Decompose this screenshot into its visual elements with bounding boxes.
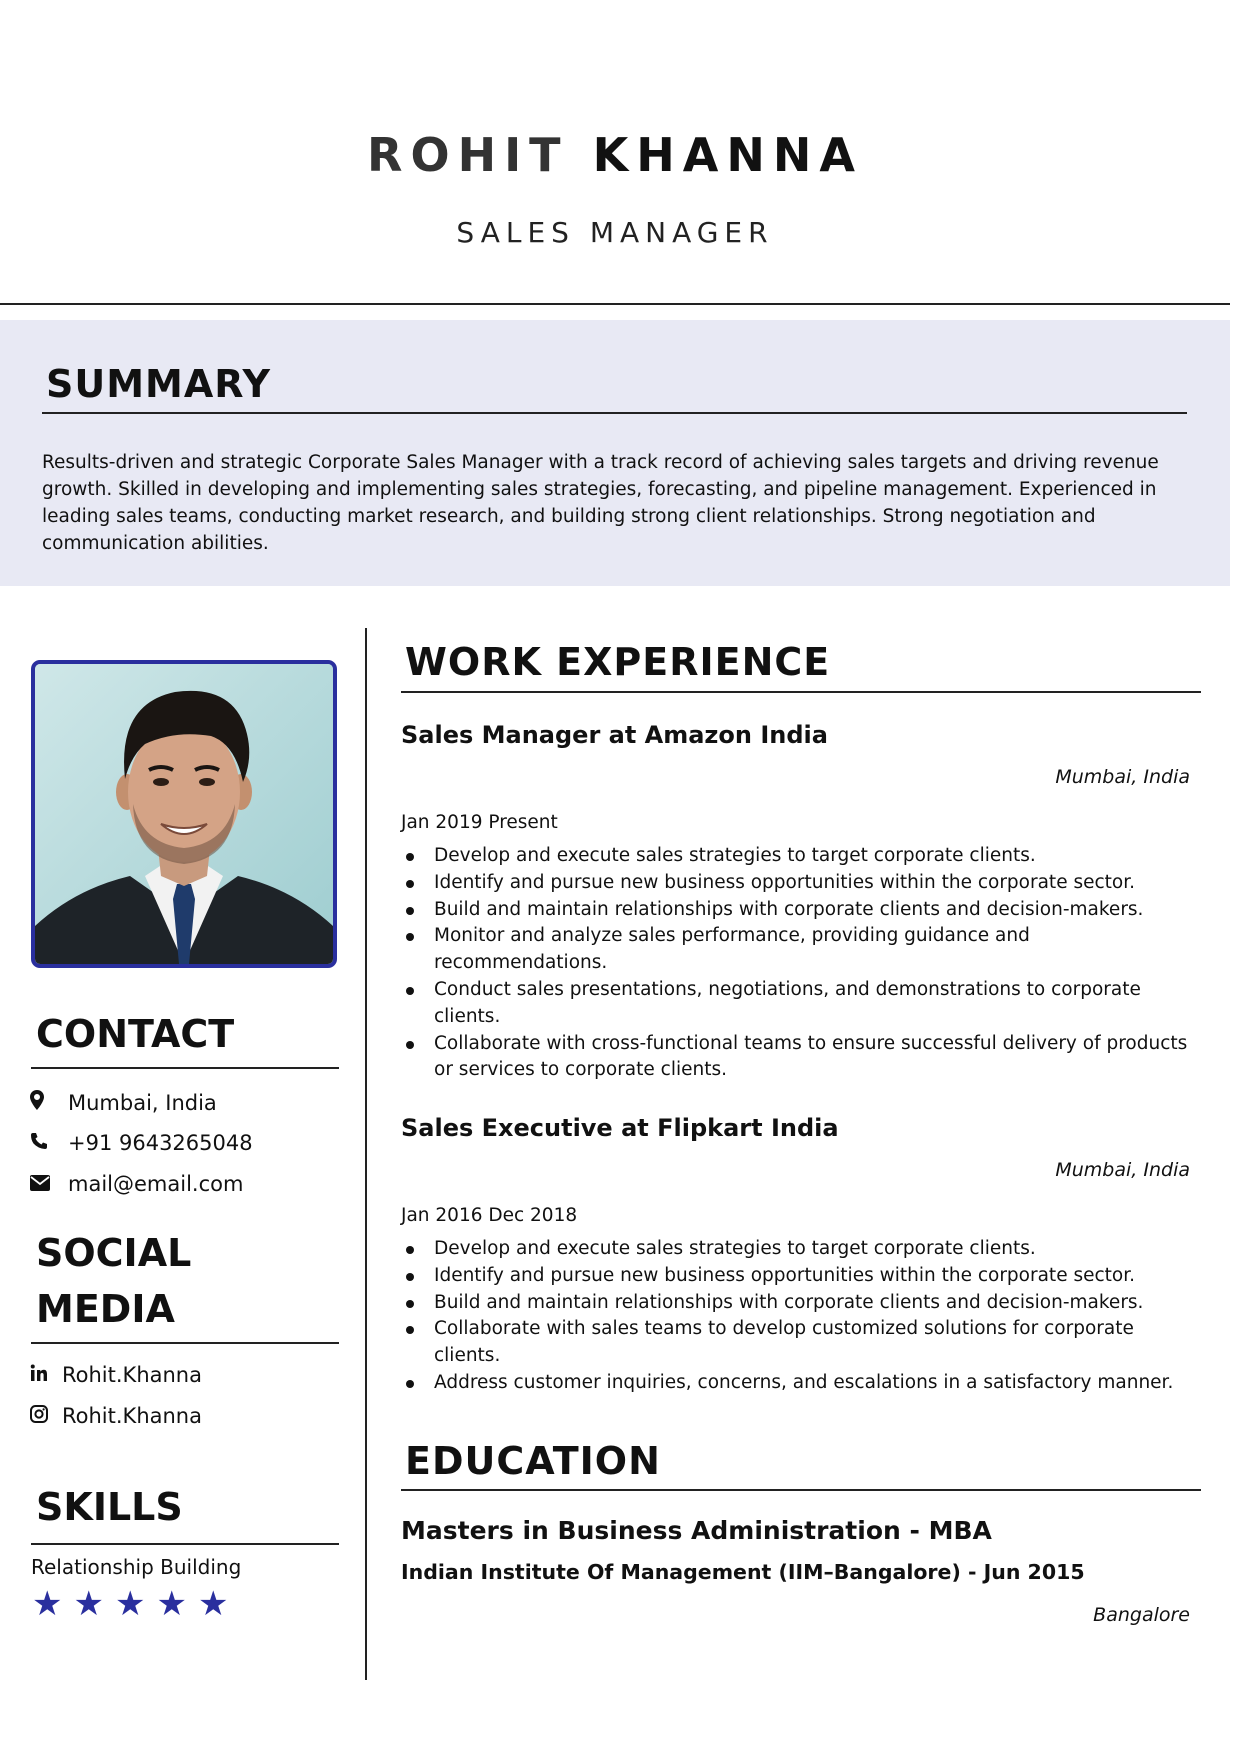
list-item: Address customer inquiries, concerns, and escalations in a satisfactory manner. (401, 1370, 1201, 1397)
job-1-bullets (401, 843, 1201, 1084)
contact-heading: CONTACT (36, 1012, 235, 1056)
star-icon: ★ (197, 1584, 229, 1624)
job-1-dates: Jan 2019 Present (401, 812, 558, 833)
envelope-icon (30, 1172, 56, 1196)
list-item: Conduct sales presentations, negotiations, and demonstrations to corporate clients. (401, 977, 1201, 1031)
column-divider (365, 628, 367, 1680)
list-item: Build and maintain relationships with corporate clients and decision-makers. (401, 1290, 1201, 1317)
header-divider (0, 303, 1230, 305)
linkedin-handle[interactable]: Rohit.Khanna (62, 1363, 202, 1387)
skills-divider (31, 1543, 339, 1545)
education-school: Indian Institute Of Management (IIM–Bangalore) - Jun 2015 (401, 1560, 1085, 1584)
work-divider (401, 691, 1201, 693)
contact-location-text: Mumbai, India (68, 1090, 217, 1115)
job-1-title: Sales Manager at Amazon India (401, 721, 828, 749)
instagram-handle[interactable]: Rohit.Khanna (62, 1404, 202, 1428)
summary-divider (42, 412, 1187, 414)
social-linkedin[interactable] (30, 1363, 202, 1387)
list-item: Develop and execute sales strategies to target corporate clients. (401, 1236, 1201, 1263)
candidate-name (0, 128, 1230, 182)
summary-text: Results-driven and strategic Corporate Sales Manager with a track record of achieving sales targets and driving revenue growth. Skilled in developing and implementing sales strategies, forecasting, and pipeline management. Experienced in leading sales teams, conducting market research, and building strong client relationships. Strong negotiation and communication abilities. (42, 452, 1159, 554)
social-heading-line2: MEDIA (36, 1287, 175, 1331)
work-heading: WORK EXPERIENCE (405, 640, 831, 684)
skill-rating (32, 1584, 228, 1624)
social-instagram[interactable] (30, 1404, 202, 1428)
list-item: Build and maintain relationships with corporate clients and decision-makers. (401, 897, 1201, 924)
contact-location (30, 1090, 217, 1115)
list-item: Monitor and analyze sales performance, providing guidance and recommendations. (401, 923, 1201, 977)
resume-header (0, 0, 1240, 310)
map-pin-icon (30, 1090, 56, 1115)
education-degree: Masters in Business Administration - MBA (401, 1516, 992, 1545)
social-heading (36, 1225, 191, 1337)
list-item: Collaborate with sales teams to develop customized solutions for corporate clients. (401, 1316, 1201, 1370)
list-item: Identify and pursue new business opportunities within the corporate sector. (401, 1263, 1201, 1290)
star-icon: ★ (32, 1584, 63, 1624)
last-name: KHANNA (592, 128, 863, 182)
education-divider (401, 1489, 1201, 1491)
contact-divider (31, 1067, 339, 1069)
first-name: ROHIT (367, 128, 569, 182)
skills-heading: SKILLS (36, 1485, 183, 1529)
profile-photo (31, 660, 337, 968)
education-heading: EDUCATION (405, 1439, 661, 1483)
star-icon: ★ (156, 1584, 187, 1624)
job-2-bullets (401, 1236, 1201, 1397)
instagram-icon (30, 1404, 52, 1428)
contact-phone (30, 1131, 253, 1155)
job-2-title: Sales Executive at Flipkart India (401, 1114, 839, 1142)
social-divider (31, 1342, 339, 1344)
list-item: Collaborate with cross-functional teams to ensure successful delivery of products or services to corporate clients. (401, 1031, 1201, 1085)
star-icon: ★ (73, 1584, 104, 1624)
summary-heading: SUMMARY (46, 362, 271, 406)
list-item: Develop and execute sales strategies to target corporate clients. (401, 843, 1201, 870)
job-title: SALES MANAGER (456, 216, 774, 249)
job-1-location: Mumbai, India (1055, 766, 1190, 788)
education-location: Bangalore (1093, 1604, 1190, 1626)
social-heading-line1: SOCIAL (36, 1231, 192, 1275)
star-icon: ★ (114, 1584, 146, 1624)
profile-photo-portrait (35, 664, 333, 964)
contact-email (30, 1172, 243, 1196)
contact-email-text[interactable]: mail@email.com (68, 1172, 244, 1196)
list-item: Identify and pursue new business opportunities within the corporate sector. (401, 870, 1201, 897)
contact-phone-text[interactable]: +91 9643265048 (68, 1131, 253, 1155)
job-2-dates: Jan 2016 Dec 2018 (401, 1205, 578, 1226)
skill-name: Relationship Building (31, 1555, 242, 1579)
phone-icon (30, 1131, 56, 1155)
linkedin-icon (30, 1363, 52, 1387)
job-2-location: Mumbai, India (1055, 1159, 1190, 1181)
